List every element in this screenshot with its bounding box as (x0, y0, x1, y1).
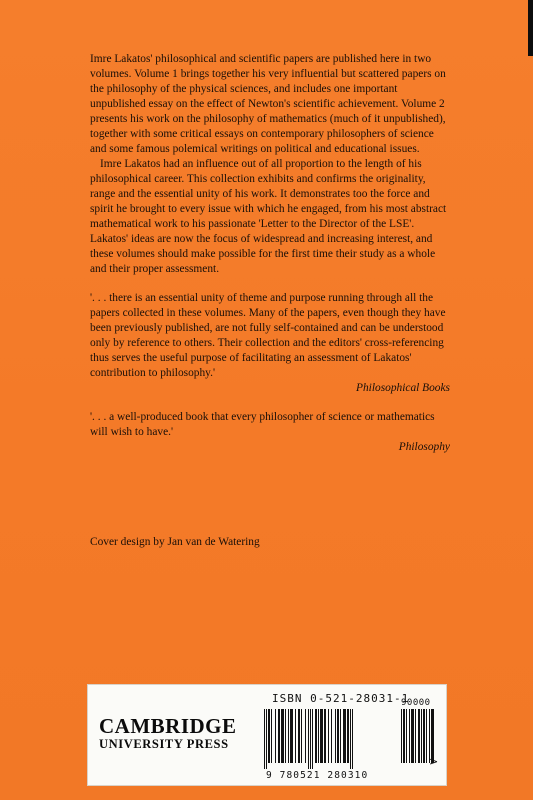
price-code-text: 90000 (401, 698, 431, 708)
blurb-text (90, 52, 450, 455)
review-quote-text: '. . . a well-produced book that every philosopher of science or mathematics will wish to have.' (90, 411, 435, 438)
chevron-right-icon: > (429, 755, 439, 768)
review-quote-1 (90, 291, 450, 396)
barcode-number: 9 780521 280310 (266, 770, 369, 781)
blurb-paragraph-1: Imre Lakatos' philosophical and scientific papers are published here in two volumes. Volume 1 brings together his very influential but scattered papers on the philosophy of the physical sciences, and includes one important unpublished essay on the effect of Newton's scientific achievement. Volume 2 presents his work on the philosophy of mathematics (much of it unpublished), together with some critical essays on contemporary philosophers of science and some famous polemical writings on political and educational issues. (90, 53, 446, 155)
isbn-text: ISBN 0-521-28031-1 (272, 692, 410, 705)
blurb-paragraph-2: Imre Lakatos had an influence out of all proportion to the length of his philosophical career. This collection exhibits and confirms the originality, range and the essential unity of his work. It demonstrates too the force and spirit he brought to every issue with which he engaged, from his most abstract mathematical work to his passionate 'Letter to the Director of the LSE'. Lakatos' ideas are now the focus of widespread and increasing interest, and these volumes should make possible for the first time their study as a whole and their proper assessment. (90, 158, 447, 275)
publisher-subtitle: UNIVERSITY PRESS (99, 737, 229, 751)
publisher-logo (99, 715, 237, 751)
review-quote-text: '. . . there is an essential unity of theme and purpose running through all the papers collected in these volumes. Many of the papers, even though they have been previously published, are not fully self-contained and can be understood only by reference to others. Their collection and the editors' cross-referencing thus serves the useful purpose of facilitating an assessment of Lakatos' contribution to philosophy.' (90, 292, 446, 379)
ean-barcode (264, 709, 400, 769)
review-quote-source: Philosophy (398, 441, 450, 453)
cover-design-credit: Cover design by Jan van de Watering (90, 536, 260, 548)
review-quote-2 (90, 410, 450, 455)
review-quote-source: Philosophical Books (356, 382, 450, 394)
spine-edge (528, 0, 533, 56)
barcode-label (87, 684, 447, 786)
publisher-name: CAMBRIDGE (99, 714, 237, 738)
